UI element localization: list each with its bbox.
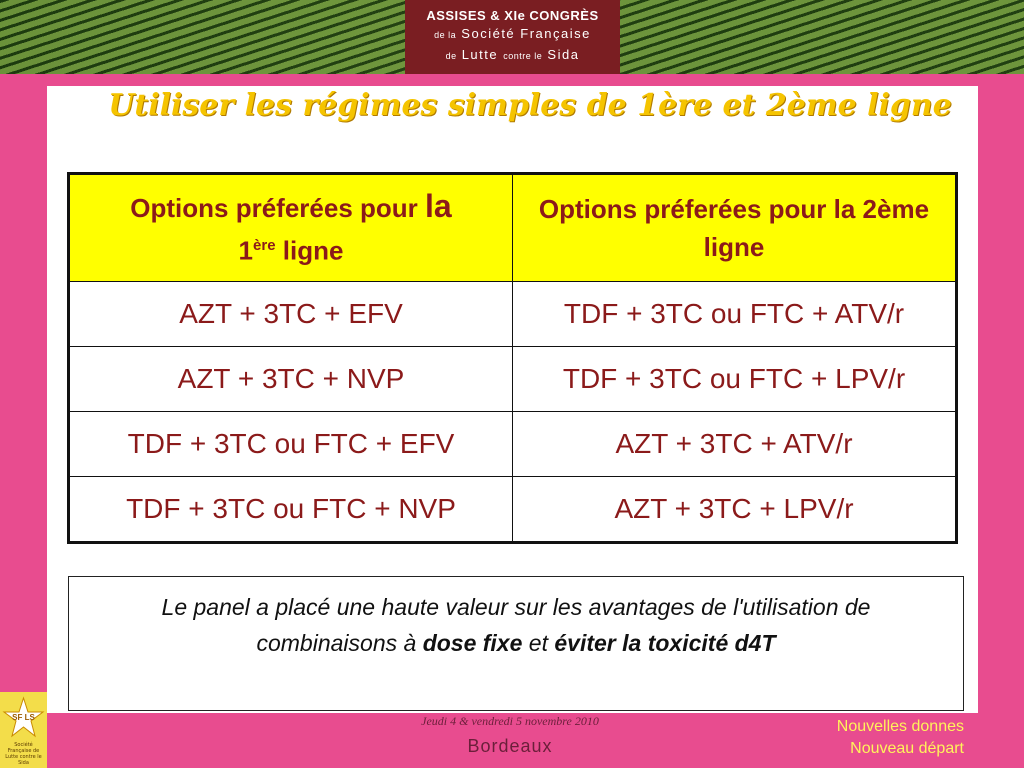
second-line-regimen: TDF + 3TC ou FTC + ATV/r <box>513 282 957 347</box>
header-col1-sup: ère <box>253 236 276 254</box>
logo-caption: Société Française de Lutte contre le Sida <box>5 742 42 766</box>
header-first-line-options <box>69 174 513 282</box>
second-line-regimen: TDF + 3TC ou FTC + LPV/r <box>513 347 957 412</box>
first-line-regimen: AZT + 3TC + NVP <box>69 347 513 412</box>
header-second-line-options: Options préferées pour la 2ème ligne <box>513 174 957 282</box>
banner-line-2 <box>405 24 620 45</box>
header-col1-text-b: la <box>425 187 452 224</box>
second-line-regimen: AZT + 3TC + ATV/r <box>513 412 957 477</box>
congress-banner-box <box>405 0 620 74</box>
note-bold-fixed-dose: dose fixe <box>422 630 523 656</box>
second-line-regimen: AZT + 3TC + LPV/r <box>513 477 957 543</box>
banner-line-3 <box>405 45 620 66</box>
banner-line-3-main: Lutte <box>461 47 499 62</box>
sfls-star-icon <box>2 696 45 742</box>
regimes-table <box>67 172 958 544</box>
panel-note-box <box>68 576 964 711</box>
vineyard-banner <box>0 0 1024 74</box>
logo-text: SF LS <box>12 713 35 722</box>
first-line-regimen: TDF + 3TC ou FTC + NVP <box>69 477 513 543</box>
banner-line-1: ASSISES & XIe CONGRÈS <box>426 8 599 23</box>
banner-line-2-prefix: de la <box>434 30 457 40</box>
table-header-row <box>69 174 957 282</box>
header-col1-text-c: 1 <box>238 235 254 266</box>
header-col1-text-d: ligne <box>275 235 344 266</box>
banner-line-3-prefix: de <box>445 51 457 61</box>
table-row <box>69 412 957 477</box>
note-text-2: et <box>522 630 555 656</box>
note-text-1: Le panel a placé une haute valeur sur les avantages de l'utilisation de combinaisons à <box>161 594 871 656</box>
footer-date: Jeudi 4 & vendredi 5 novembre 2010 <box>421 714 599 728</box>
banner-line-3-end: Sida <box>547 47 580 62</box>
sfls-logo <box>0 692 47 768</box>
header-col1-text-a: Options préferées pour <box>130 192 418 223</box>
table-row <box>69 477 957 543</box>
tagline-line-1: Nouvelles donnes <box>836 718 964 735</box>
banner-line-2-main: Société Française <box>461 26 591 41</box>
first-line-regimen: AZT + 3TC + EFV <box>69 282 513 347</box>
first-line-regimen: TDF + 3TC ou FTC + EFV <box>69 412 513 477</box>
table-row <box>69 347 957 412</box>
table-row <box>69 282 957 347</box>
slide-title: Utiliser les régimes simples de 1ère et 2ème ligne <box>108 88 952 123</box>
footer-tagline <box>770 716 964 760</box>
tagline-line-2: Nouveau départ <box>850 740 964 757</box>
note-bold-toxicity: éviter la toxicité d4T <box>554 630 776 656</box>
banner-line-3-mid: contre le <box>503 51 543 61</box>
footer-city: Bordeaux <box>467 736 553 756</box>
